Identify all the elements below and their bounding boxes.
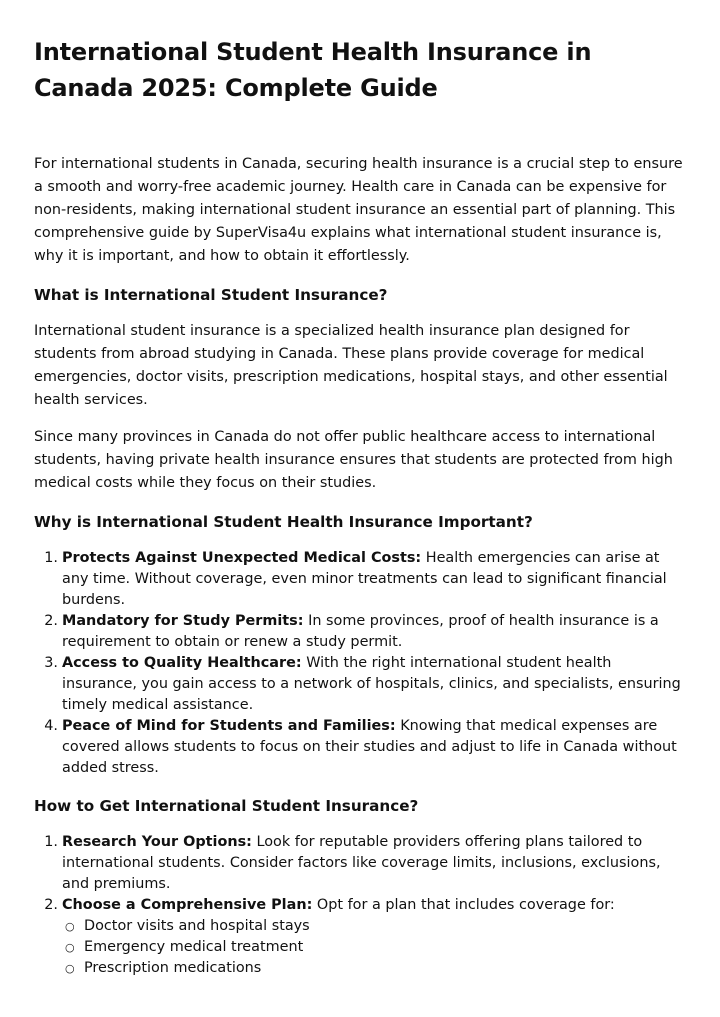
list-number: 2. (44, 613, 58, 629)
why-list-item (44, 716, 686, 779)
why-list (34, 548, 686, 779)
list-item-text: Look for reputable providers offering plans tailored to international students. Consider factors like coverage limits, inclusions, exclusions, and premiums. (62, 834, 661, 892)
list-item-text: Opt for a plan that includes coverage for: (312, 897, 615, 913)
page-title: International Student Health Insurance in Canada 2025: Complete Guide (34, 38, 592, 102)
sublist-item-text: Prescription medications (84, 960, 262, 976)
list-item-title: Protects Against Unexpected Medical Costs: (62, 550, 422, 566)
sublist-item-text: Doctor visits and hospital stays (84, 918, 310, 934)
list-item-title: Research Your Options: (62, 834, 252, 850)
list-item-text: In some provinces, proof of health insurance is a requirement to obtain or renew a study permit. (62, 613, 659, 650)
list-item-title: Choose a Comprehensive Plan: (62, 897, 313, 913)
list-item-title: Peace of Mind for Students and Families: (62, 718, 396, 734)
section-heading-how: How to Get International Student Insurance? (34, 797, 419, 815)
intro-paragraph: For international students in Canada, securing health insurance is a crucial step to ensure a smooth and worry-free academic journey. Health care in Canada can be expensive for non-residents, making international student insurance an essential part of planning. This comprehensive guide by SuperVisa4u explains what international student insurance is, why it is important, and how to obtain it effortlessly. (34, 156, 683, 264)
list-number: 4. (44, 718, 58, 734)
list-number: 1. (44, 550, 58, 566)
why-list-item (44, 653, 686, 716)
sublist-item (65, 916, 686, 937)
list-number: 1. (44, 834, 58, 850)
list-number: 2. (44, 897, 58, 913)
section-heading-what: What is International Student Insurance? (34, 286, 388, 304)
how-list (34, 832, 686, 979)
sublist-item (65, 958, 686, 979)
what-paragraph-1: International student insurance is a specialized health insurance plan designed for students from abroad studying in Canada. These plans provide coverage for medical emergencies, doctor visits, prescription medications, hospital stays, and other essential health services. (34, 323, 668, 408)
list-number: 3. (44, 655, 58, 671)
circle-bullet-icon: ○ (65, 920, 75, 933)
list-item-text: Health emergencies can arise at any time. Without coverage, even minor treatments can lead to significant financial burdens. (62, 550, 667, 608)
list-item-title: Access to Quality Healthcare: (62, 655, 302, 671)
how-list-item (44, 832, 686, 895)
section-heading-why: Why is International Student Health Insurance Important? (34, 513, 533, 531)
circle-bullet-icon: ○ (65, 941, 75, 954)
sublist-item-text: Emergency medical treatment (84, 939, 304, 955)
list-item-text: Knowing that medical expenses are covered allows students to focus on their studies and adjust to life in Canada without added stress. (62, 718, 677, 776)
why-list-item (44, 548, 686, 611)
why-list-item (44, 611, 686, 653)
how-list-item (44, 895, 686, 979)
what-paragraph-2: Since many provinces in Canada do not offer public healthcare access to international students, having private health insurance ensures that students are protected from high medical costs while they focus on their studies. (34, 429, 673, 491)
circle-bullet-icon: ○ (65, 962, 75, 975)
coverage-sublist (62, 916, 686, 979)
list-item-title: Mandatory for Study Permits: (62, 613, 304, 629)
sublist-item (65, 937, 686, 958)
list-item-text: With the right international student health insurance, you gain access to a network of hospitals, clinics, and specialists, ensuring timely medical assistance. (62, 655, 681, 713)
